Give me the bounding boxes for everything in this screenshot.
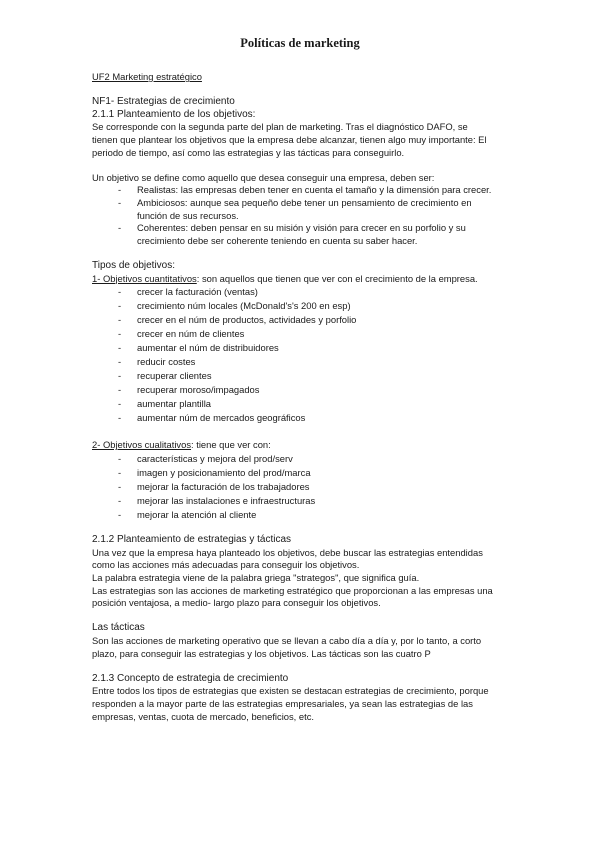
list-item <box>92 341 522 355</box>
bullet-dash: - <box>118 356 122 368</box>
list-item-text: características y mejora del prod/serv <box>137 452 293 464</box>
bullet-dash: - <box>118 452 122 464</box>
bullet-dash: - <box>118 222 122 234</box>
list-item <box>92 197 522 222</box>
qualitative-label: 2- Objetivos cualitativos <box>92 439 192 451</box>
objective-traits-list <box>92 184 522 247</box>
list-item-text: mejorar la facturación de los trabajadores <box>137 480 310 492</box>
paragraph-line: Se corresponde con la segunda parte del plan de marketing. Tras el diagnóstico DAFO, se <box>92 121 468 133</box>
list-item-text: aumentar núm de mercados geográficos <box>137 412 306 424</box>
list-item <box>92 299 522 313</box>
bullet-dash: - <box>118 494 122 506</box>
tactics-paragraph <box>92 635 522 660</box>
qualitative-objectives-intro <box>92 439 522 452</box>
bullet-dash: - <box>118 466 122 478</box>
bullet-dash: - <box>118 508 122 520</box>
qualitative-description: : tiene que ver con: <box>191 439 271 451</box>
list-item-text: función de sus recursos. <box>137 209 239 221</box>
list-item-text: reducir costes <box>137 356 196 368</box>
list-item <box>92 327 522 341</box>
list-item <box>92 452 522 466</box>
bullet-dash: - <box>118 480 122 492</box>
list-item-text: mejorar las instalaciones e infraestructuras <box>137 494 316 506</box>
paragraph-line: La palabra estrategia viene de la palabra griega "strategos", que significa guía. <box>92 572 420 584</box>
nf-heading: NF1- Estrategias de crecimiento <box>92 96 235 108</box>
list-item-text: aumentar el núm de distribuidores <box>137 342 279 354</box>
paragraph-line: tienen que plantear los objetivos que la empresa debe alcanzar, tienen algo muy importante: El <box>92 133 487 145</box>
list-item <box>92 466 522 480</box>
list-item <box>92 184 522 197</box>
list-item <box>92 411 522 425</box>
section-2-1-3-heading: 2.1.3 Concepto de estrategia de crecimiento <box>92 672 289 684</box>
quantitative-label: 1- Objetivos cuantitativos <box>92 272 197 284</box>
section-2-1-2-heading: 2.1.2 Planteamiento de estrategias y tácticas <box>92 534 292 546</box>
list-item-text: mejorar la atención al cliente <box>137 508 257 520</box>
bullet-dash: - <box>118 314 122 326</box>
paragraph-line: plazo, para conseguir las estrategias y los objetivos. Las tácticas son las cuatro P <box>92 647 431 659</box>
bullet-dash: - <box>118 286 122 298</box>
bullet-dash: - <box>118 342 122 354</box>
list-item-text: crecer la facturación (ventas) <box>137 286 258 298</box>
bullet-dash: - <box>118 328 122 340</box>
section-2-1-1-paragraph <box>92 121 522 159</box>
list-item-text: imagen y posicionamiento del prod/marca <box>137 466 311 478</box>
list-item <box>92 480 522 494</box>
list-item-text: crecimiento núm locales (McDonald's's 200 en esp) <box>137 300 351 312</box>
section-2-1-3-paragraph <box>92 685 522 723</box>
list-item-text: recuperar clientes <box>137 370 212 382</box>
paragraph-line: empresas, ventas, cuota de mercado, beneficios, etc. <box>92 710 314 722</box>
list-item <box>92 222 522 247</box>
document-title: Políticas de marketing <box>240 36 360 50</box>
bullet-dash: - <box>118 398 122 410</box>
paragraph-line: posición ventajosa, a medio- largo plazo para conseguir los objetivos. <box>92 597 381 609</box>
quantitative-objectives-intro <box>92 273 522 286</box>
list-item-text: Realistas: las empresas deben tener en cuenta el tamaño y la dimensión para crecer. <box>137 184 492 196</box>
list-item-text: Ambiciosos: aunque sea pequeño debe tener un pensamiento de crecimiento en <box>137 196 472 208</box>
list-item <box>92 508 522 522</box>
bullet-dash: - <box>118 412 122 424</box>
document-body <box>92 71 522 723</box>
bullet-dash: - <box>118 196 122 208</box>
list-item <box>92 355 522 369</box>
unit-heading: UF2 Marketing estratégico <box>92 71 202 82</box>
paragraph-line: periodo de tiempo, así como las estrategias y las tácticas para conseguirlo. <box>92 146 405 158</box>
objective-types-heading: Tipos de objetivos: <box>92 259 176 271</box>
paragraph-line: como las acciones más adecuadas para conseguir los objetivos. <box>92 559 360 571</box>
list-item <box>92 369 522 383</box>
bullet-dash: - <box>118 184 122 196</box>
list-item <box>92 383 522 397</box>
bullet-dash: - <box>118 300 122 312</box>
paragraph-line: Una vez que la empresa haya planteado los objetivos, debe buscar las estrategias entendidas <box>92 546 483 558</box>
quantitative-description: : son aquellos que tienen que ver con el crecimiento de la empresa. <box>196 272 478 284</box>
list-item-text: crecimiento debe ser coherente teniendo en cuenta su saber hacer. <box>137 234 418 246</box>
section-2-1-1-heading: 2.1.1 Planteamiento de los objetivos: <box>92 108 256 120</box>
list-item-text: crecer en núm de clientes <box>137 328 245 340</box>
list-item-text: aumentar plantilla <box>137 398 212 410</box>
objective-definition: Un objetivo se define como aquello que desea conseguir una empresa, deben ser: <box>92 171 435 183</box>
qualitative-objectives-list <box>92 452 522 522</box>
paragraph-line: Las estrategias son las acciones de marketing estratégico que proporcionan a las empresas una <box>92 584 493 596</box>
list-item <box>92 285 522 299</box>
bullet-dash: - <box>118 370 122 382</box>
list-item-text: Coherentes: deben pensar en su misión y visión para crecer en su porfolio y su <box>137 222 466 234</box>
bullet-dash: - <box>118 384 122 396</box>
section-2-1-2-paragraph <box>92 547 522 610</box>
quantitative-objectives-list <box>92 285 522 425</box>
tactics-heading: Las tácticas <box>92 622 145 634</box>
paragraph-line: responden a la mayor parte de las estrategias empresariales, ya sean las estrategias de las <box>92 698 473 709</box>
list-item <box>92 313 522 327</box>
paragraph-line: Entre todos los tipos de estrategias que existen se destacan estrategias de crecimiento, porque <box>92 685 489 697</box>
list-item <box>92 494 522 508</box>
list-item-text: recuperar moroso/impagados <box>137 384 260 396</box>
paragraph-line: Son las acciones de marketing operativo que se llevan a cabo día a día y, por lo tanto, a corto <box>92 635 482 647</box>
list-item <box>92 397 522 411</box>
list-item-text: crecer en el núm de productos, actividades y porfolio <box>137 314 357 326</box>
